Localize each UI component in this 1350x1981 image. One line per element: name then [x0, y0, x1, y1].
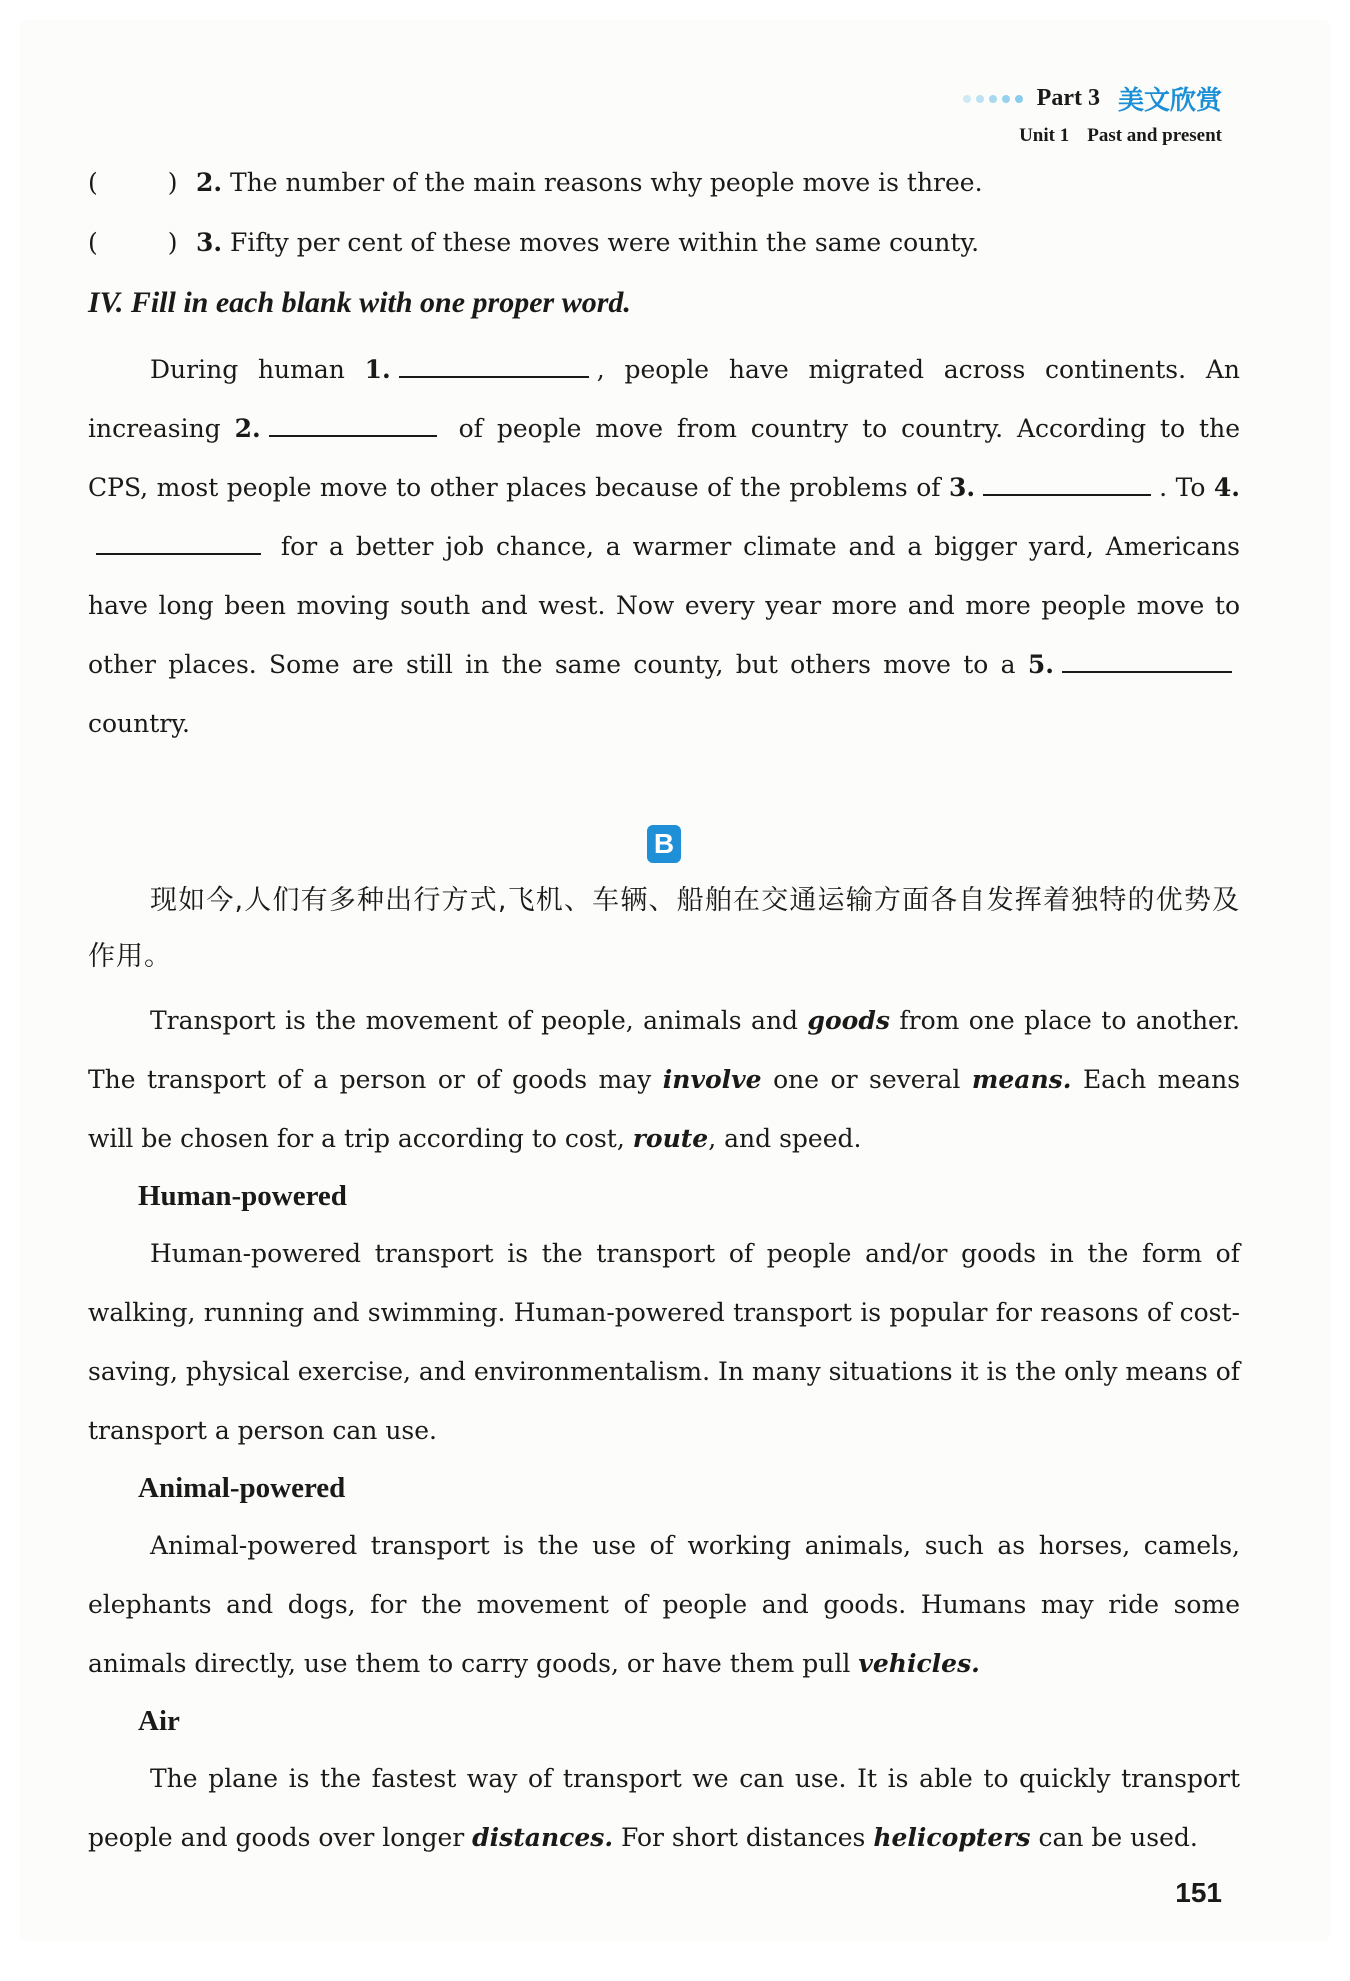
paragraph-animal-powered: Animal-powered transport is the use of working animals, such as horses, camels, elephants and dogs, for the movement of people and goods. Humans may ride some animals directly, use them to carry goods, or have them pull vehicles. — [88, 1531, 1240, 1678]
keyword: distances. — [472, 1823, 614, 1852]
keyword: route — [632, 1124, 709, 1153]
blank-number: 3. — [949, 473, 976, 502]
passage-b-badge-wrap — [88, 825, 1240, 863]
heading-human-powered: Human-powered — [138, 1180, 347, 1212]
blank-number: 1. — [364, 355, 391, 384]
header-part-title: 美文欣赏 — [1117, 86, 1222, 116]
keyword: goods — [807, 1006, 890, 1035]
paragraph-human-powered: Human-powered transport is the transport of people and/or goods in the form of walking, running and swimming. Human-powered transport is popular for reasons of cost-saving, physical exercise, and environmentalism. In many situations it is the only means of transport a person can use. — [88, 1239, 1240, 1445]
heading-animal-powered: Animal-powered — [138, 1472, 346, 1504]
question-number: 3. — [195, 228, 223, 257]
blank-2[interactable] — [269, 405, 437, 437]
textbook-page — [20, 20, 1330, 1941]
keyword: helicopters — [873, 1823, 1031, 1852]
fill-blank-paragraph: During human 1. , people have migrated across continents. An increasing 2. of people move from country to country. According to the CPS, most people move to other places because of the problems of 3. . To 4. for a better job chance, a warmer climate and a bigger yard, Americans have long been moving south and west. Now every year more and more people move to other places. Some are still in the same county, but others move to a 5. country. — [88, 340, 1240, 753]
blank-number: 2. — [234, 414, 261, 443]
blank-5[interactable] — [1062, 641, 1232, 673]
header-part: Part 3 — [1036, 85, 1100, 111]
header-part-line — [963, 80, 1222, 117]
header-unit: Unit 1 — [1019, 125, 1070, 146]
heading-air: Air — [138, 1705, 180, 1737]
blank-3[interactable] — [983, 464, 1151, 496]
blank-number: 4. — [1213, 473, 1241, 502]
header-unit-line — [963, 125, 1222, 147]
keyword: involve — [662, 1065, 762, 1094]
blank-4[interactable] — [96, 523, 261, 555]
blank-1[interactable] — [399, 346, 589, 378]
answer-bracket[interactable]: ( ) — [88, 168, 178, 197]
page-content — [88, 168, 1240, 1867]
blank-number: 5. — [1027, 650, 1054, 679]
decorative-dots-icon — [963, 95, 1023, 103]
keyword: vehicles. — [858, 1649, 980, 1678]
chinese-intro: 现如今,人们有多种出行方式,飞机、车辆、船舶在交通运输方面各自发挥着独特的优势及作用。 — [88, 885, 1240, 972]
passage-paragraph-1: Transport is the movement of people, animals and goods from one place to another. The transport of a person or of goods may involve one or several means. Each means will be chosen for a trip according to cost, route, and speed. — [88, 1006, 1241, 1153]
question-text: The number of the main reasons why people move is three. — [230, 168, 983, 197]
section-iv-heading: IV. Fill in each blank with one proper word. — [88, 286, 631, 319]
question-3 — [88, 228, 1240, 258]
question-number: 2. — [195, 168, 223, 197]
header-unit-title: Past and present — [1087, 125, 1222, 146]
answer-bracket[interactable]: ( ) — [88, 228, 178, 257]
question-2 — [88, 168, 1240, 198]
page-header — [963, 80, 1222, 147]
page-number: 151 — [1175, 1877, 1222, 1908]
question-text: Fifty per cent of these moves were within the same county. — [230, 228, 980, 257]
paragraph-air: The plane is the fastest way of transport we can use. It is able to quickly transport people and goods over longer distances. For short distances helicopters can be used. — [88, 1764, 1240, 1852]
keyword: means. — [971, 1065, 1072, 1094]
passage-badge: B — [647, 825, 681, 863]
